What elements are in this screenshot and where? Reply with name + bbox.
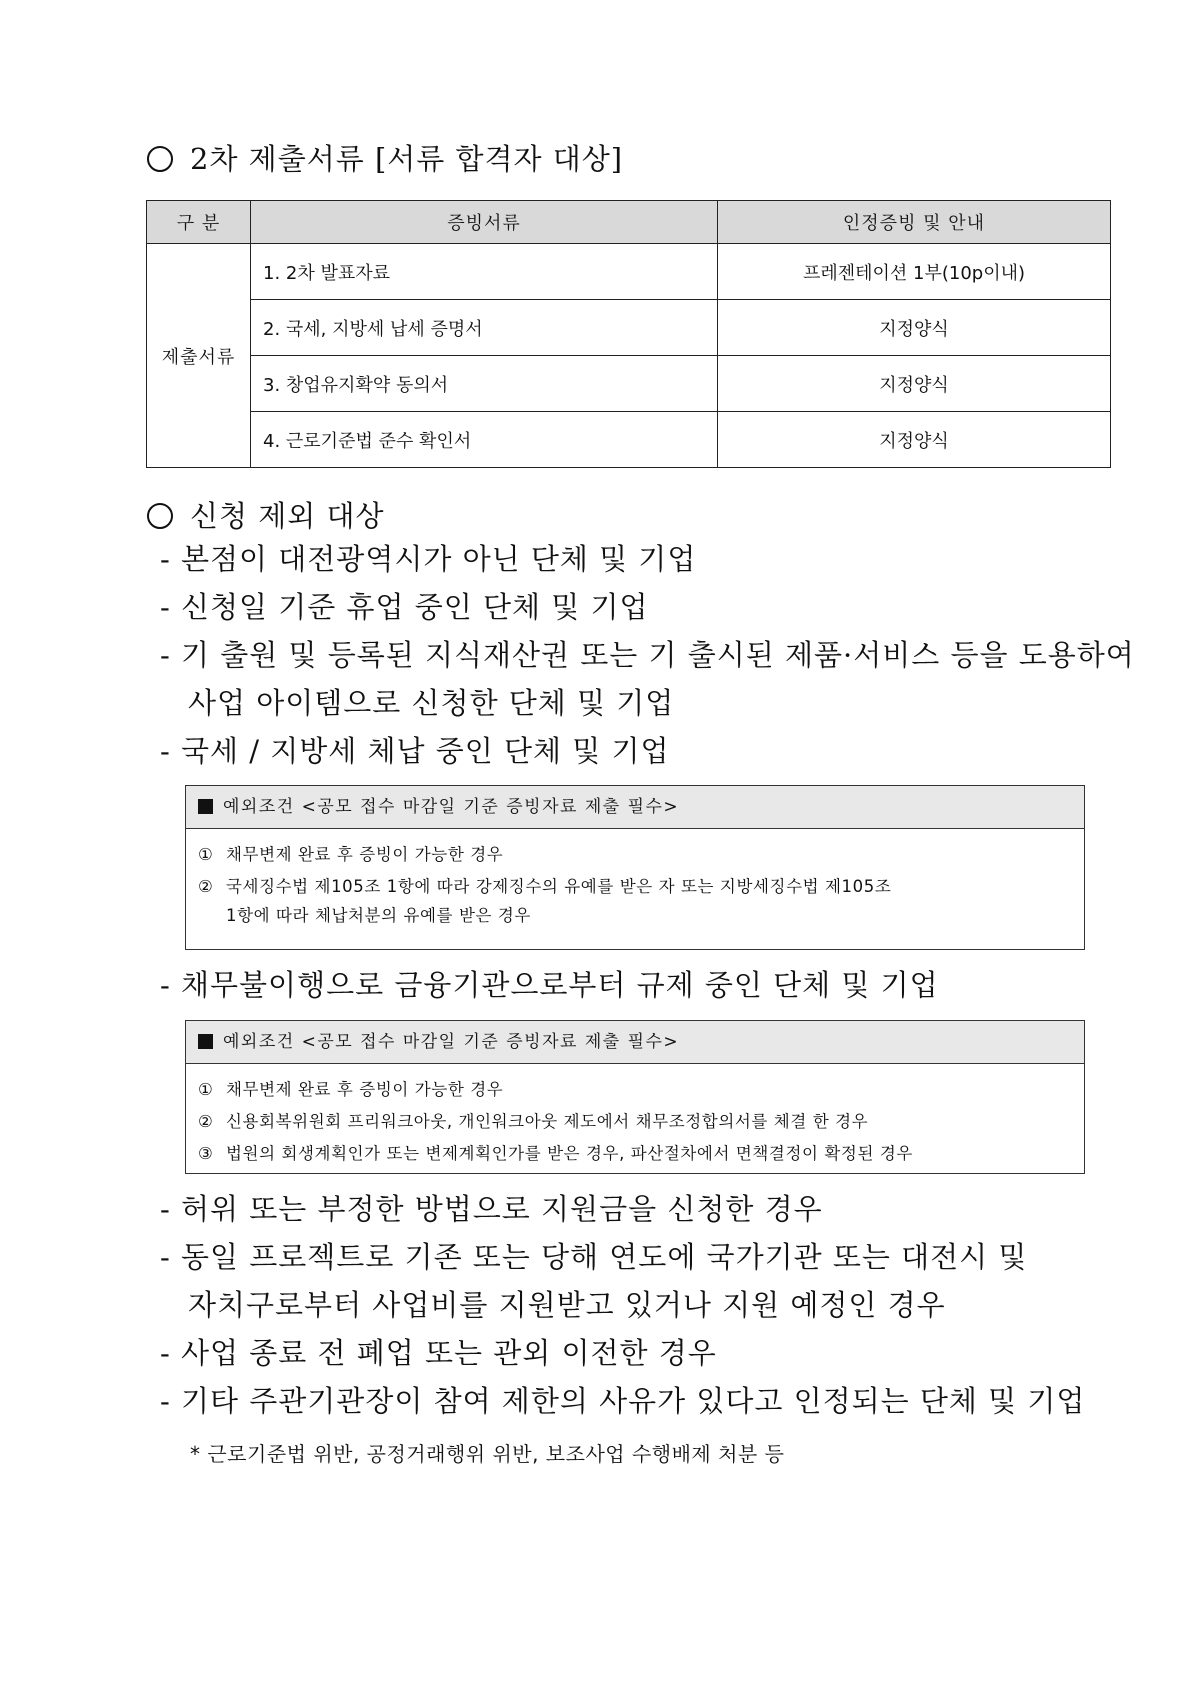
section-title-exclusion: 신청 제외 대상 — [190, 499, 385, 533]
square-bullet-icon — [198, 799, 213, 814]
item-text: 법원의 회생계획인가 또는 변제계획인가를 받은 경우, 파산절차에서 면책결정이 확정된 경우 — [226, 1144, 913, 1163]
table-header-row — [147, 201, 1111, 244]
exclusion-bullet: - 허위 또는 부정한 방법으로 지원금을 신청한 경우 — [160, 1192, 823, 1226]
submission-documents-table — [146, 200, 1111, 468]
exclusion-bullet: - 채무불이행으로 금융기관으로부터 규제 중인 단체 및 기업 — [160, 968, 939, 1002]
exception-box-heading — [186, 786, 1084, 829]
section-title-submission: 2차 제출서류 [서류 합격자 대상] — [190, 142, 624, 176]
exception-item — [198, 1138, 1072, 1170]
item-number: ① — [198, 845, 214, 864]
item-text: 채무변제 완료 후 증빙이 가능한 경우 — [226, 845, 504, 864]
document-guide: 지정양식 — [718, 356, 1111, 412]
table-row — [147, 356, 1111, 412]
item-text: 국세징수법 제105조 1항에 따라 강제징수의 유예를 받은 자 또는 지방세징수법 제105조 — [226, 877, 892, 896]
exception-item — [198, 1106, 1072, 1138]
circle-bullet-icon — [147, 503, 173, 529]
document-guide: 프레젠테이션 1부(10p이내) — [718, 244, 1111, 300]
table-row — [147, 300, 1111, 356]
document-guide: 지정양식 — [718, 412, 1111, 468]
exclusion-bullet: - 사업 종료 전 폐업 또는 관외 이전한 경우 — [160, 1336, 717, 1370]
item-text: 신용회복위원회 프리워크아웃, 개인워크아웃 제도에서 채무조정합의서를 체결 한 경우 — [226, 1112, 869, 1131]
exclusion-bullet: - 신청일 기준 휴업 중인 단체 및 기업 — [160, 590, 649, 624]
exception-heading-text: 예외조건 <공모 접수 마감일 기준 증빙자료 제출 필수> — [223, 797, 680, 817]
item-number: ② — [198, 877, 214, 896]
header-category: 구 분 — [147, 201, 251, 244]
exclusion-bullet: - 기타 주관기관장이 참여 제한의 사유가 있다고 인정되는 단체 및 기업 — [160, 1384, 1086, 1418]
exception-box-heading — [186, 1021, 1084, 1064]
header-guide: 인정증빙 및 안내 — [718, 201, 1111, 244]
item-number: ③ — [198, 1144, 214, 1163]
table-row — [147, 244, 1111, 300]
exception-item — [198, 871, 1072, 903]
exception-box-debt — [185, 1020, 1085, 1174]
document-item: 4. 근로기준법 준수 확인서 — [251, 412, 718, 468]
document-guide: 지정양식 — [718, 300, 1111, 356]
exclusion-bullet: - 국세 / 지방세 체납 중인 단체 및 기업 — [160, 734, 670, 768]
exclusion-bullet-continued: 자치구로부터 사업비를 지원받고 있거나 지원 예정인 경우 — [188, 1288, 946, 1322]
document-item: 3. 창업유지확약 동의서 — [251, 356, 718, 412]
category-cell: 제출서류 — [147, 244, 251, 468]
exception-box-tax — [185, 785, 1085, 950]
exception-item — [198, 839, 1072, 871]
exclusion-bullet-continued: 사업 아이템으로 신청한 단체 및 기업 — [188, 686, 675, 720]
exception-item — [198, 1074, 1072, 1106]
circle-bullet-icon — [147, 146, 173, 172]
exception-item-continued: 1항에 따라 체납처분의 유예를 받은 경우 — [226, 906, 531, 925]
document-item: 1. 2차 발표자료 — [251, 244, 718, 300]
table-row — [147, 412, 1111, 468]
item-number: ② — [198, 1112, 214, 1131]
exclusion-bullet: - 본점이 대전광역시가 아닌 단체 및 기업 — [160, 542, 697, 576]
document-item: 2. 국세, 지방세 납세 증명서 — [251, 300, 718, 356]
exception-heading-text: 예외조건 <공모 접수 마감일 기준 증빙자료 제출 필수> — [223, 1032, 680, 1052]
header-documents: 증빙서류 — [251, 201, 718, 244]
item-number: ① — [198, 1080, 214, 1099]
item-text: 채무변제 완료 후 증빙이 가능한 경우 — [226, 1080, 504, 1099]
exclusion-bullet: - 기 출원 및 등록된 지식재산권 또는 기 출시된 제품·서비스 등을 도용하여 — [160, 638, 1135, 672]
exclusion-bullet: - 동일 프로젝트로 기존 또는 당해 연도에 국가기관 또는 대전시 및 — [160, 1240, 1028, 1274]
footnote: * 근로기준법 위반, 공정거래행위 위반, 보조사업 수행배제 처분 등 — [190, 1442, 785, 1466]
square-bullet-icon — [198, 1034, 213, 1049]
